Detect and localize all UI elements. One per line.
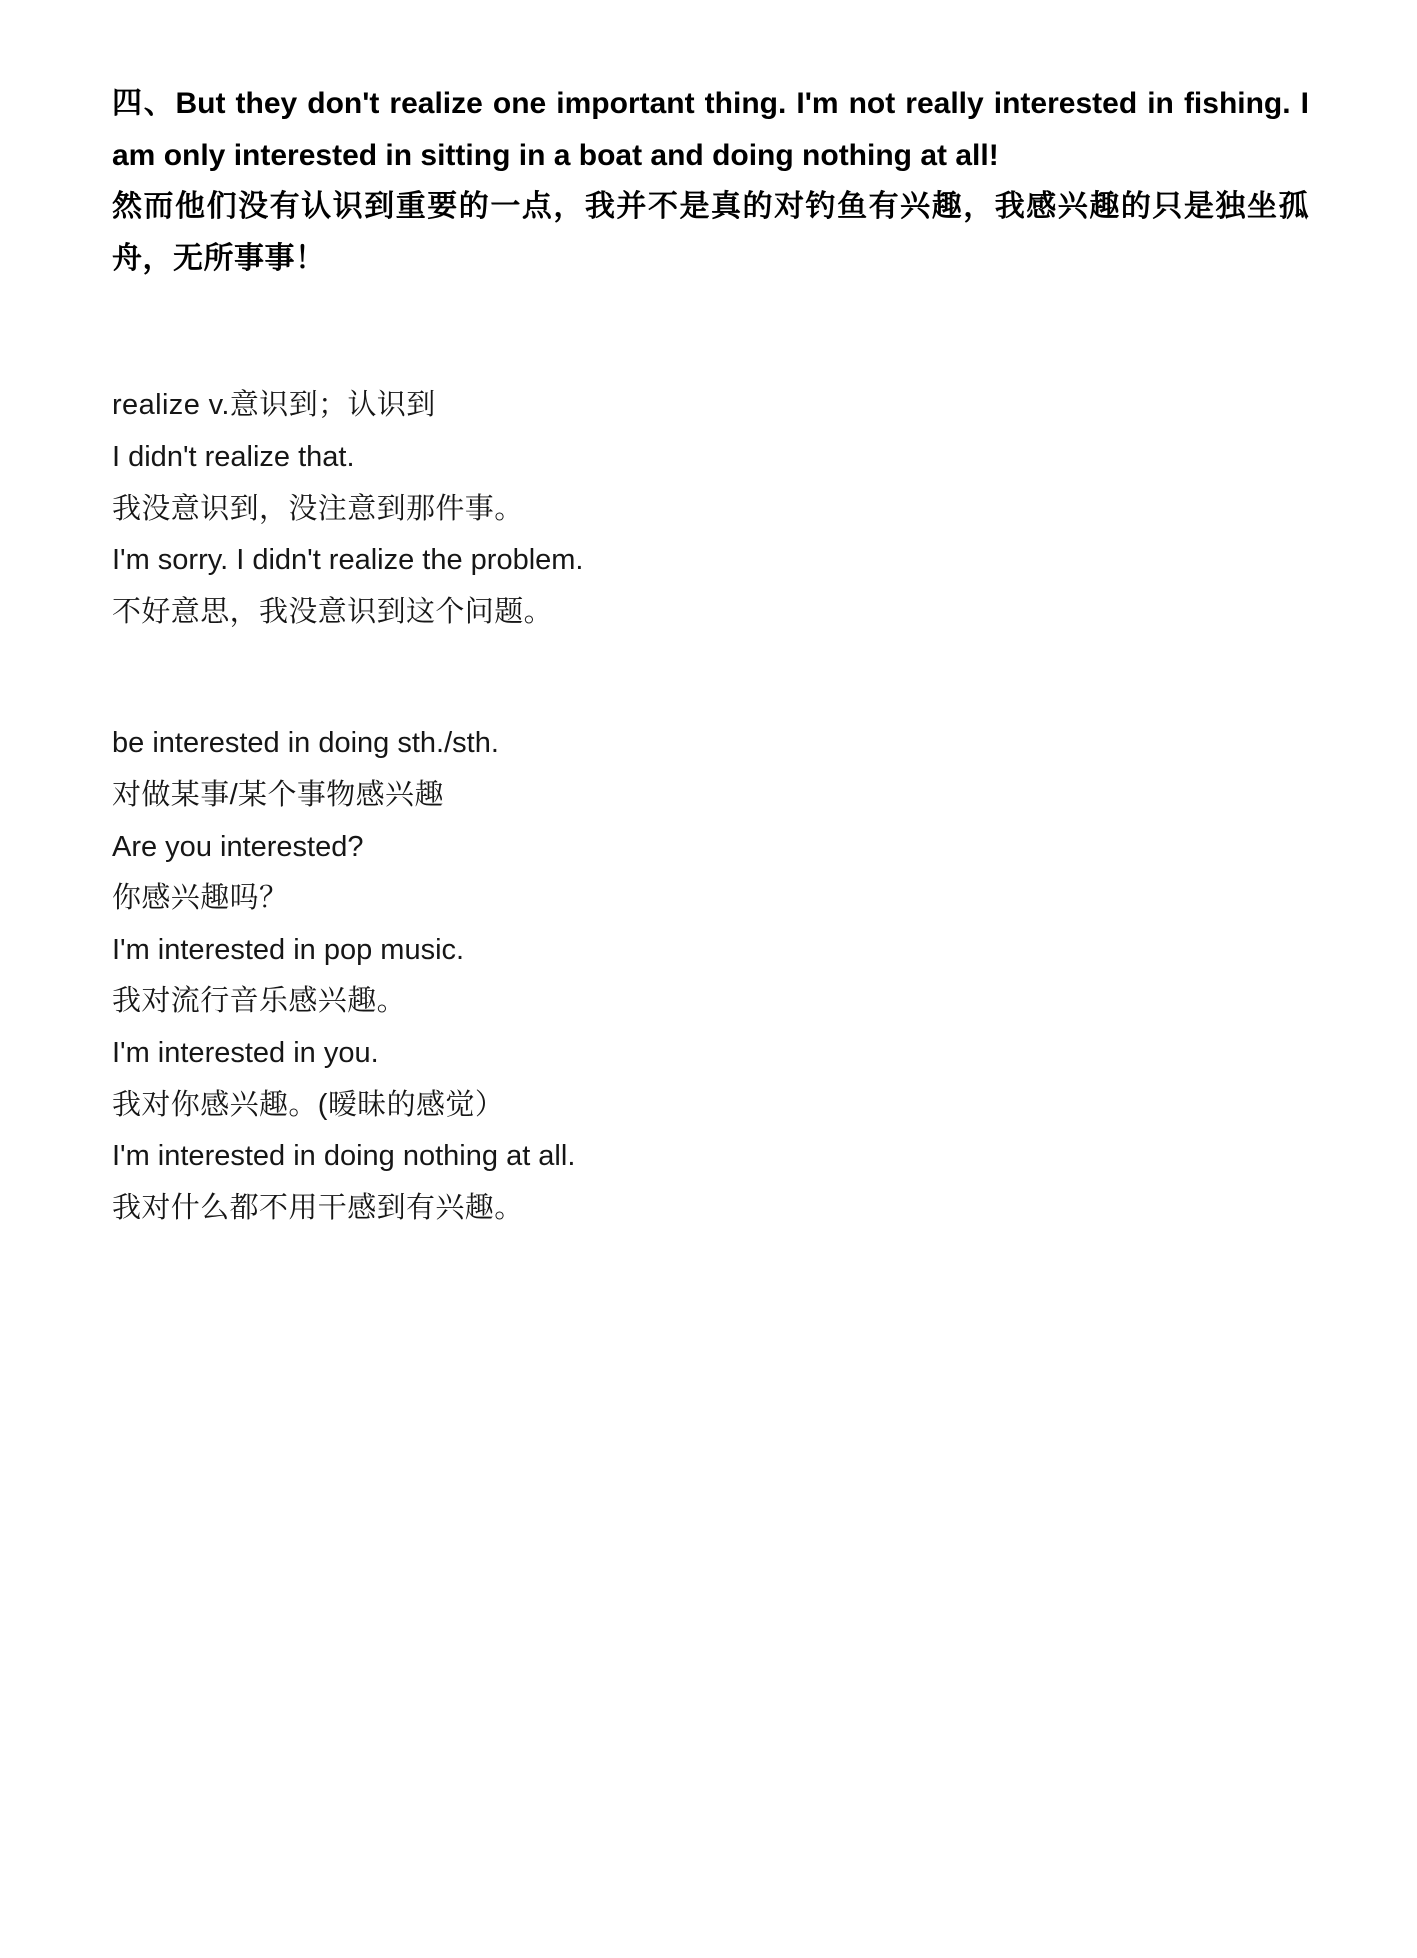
- heading-english: 四、But they don't realize one important thing. I'm not really interested in fishing. I am only interested in sitting in a boat and doing nothing at all!: [112, 87, 1309, 172]
- spacer: [112, 284, 1309, 380]
- example-line: Are you interested?: [112, 830, 364, 863]
- example-line: I'm interested in you.: [112, 1037, 379, 1070]
- example-line: 你感兴趣吗？: [112, 882, 289, 915]
- example-line: 不好意思，我没意识到这个问题。: [112, 595, 554, 628]
- example-line: I'm interested in pop music.: [112, 933, 465, 966]
- example-line: I'm sorry. I didn't realize the problem.: [112, 544, 584, 577]
- example-line: 对做某事/某个事物感兴趣: [112, 779, 444, 812]
- example-line: I didn't realize that.: [112, 440, 355, 473]
- spacer: [112, 638, 1309, 718]
- entry-headword: be interested in doing sth./sth.: [112, 727, 499, 760]
- page-heading: [112, 78, 1309, 284]
- vocab-entry-interested: [112, 718, 1309, 1234]
- example-line: 我没意识到，没注意到那件事。: [112, 492, 524, 525]
- example-line: 我对你感兴趣。(暧昧的感觉）: [112, 1088, 505, 1121]
- vocab-entry-realize: [112, 380, 1309, 638]
- example-line: I'm interested in doing nothing at all.: [112, 1140, 576, 1173]
- heading-chinese: 然而他们没有认识到重要的一点，我并不是真的对钓鱼有兴趣，我感兴趣的只是独坐孤舟，无所事事！: [112, 190, 1309, 275]
- example-line: 我对什么都不用干感到有兴趣。: [112, 1191, 524, 1224]
- entry-headword: realize v.意识到；认识到: [112, 389, 436, 422]
- example-line: 我对流行音乐感兴趣。: [112, 985, 407, 1018]
